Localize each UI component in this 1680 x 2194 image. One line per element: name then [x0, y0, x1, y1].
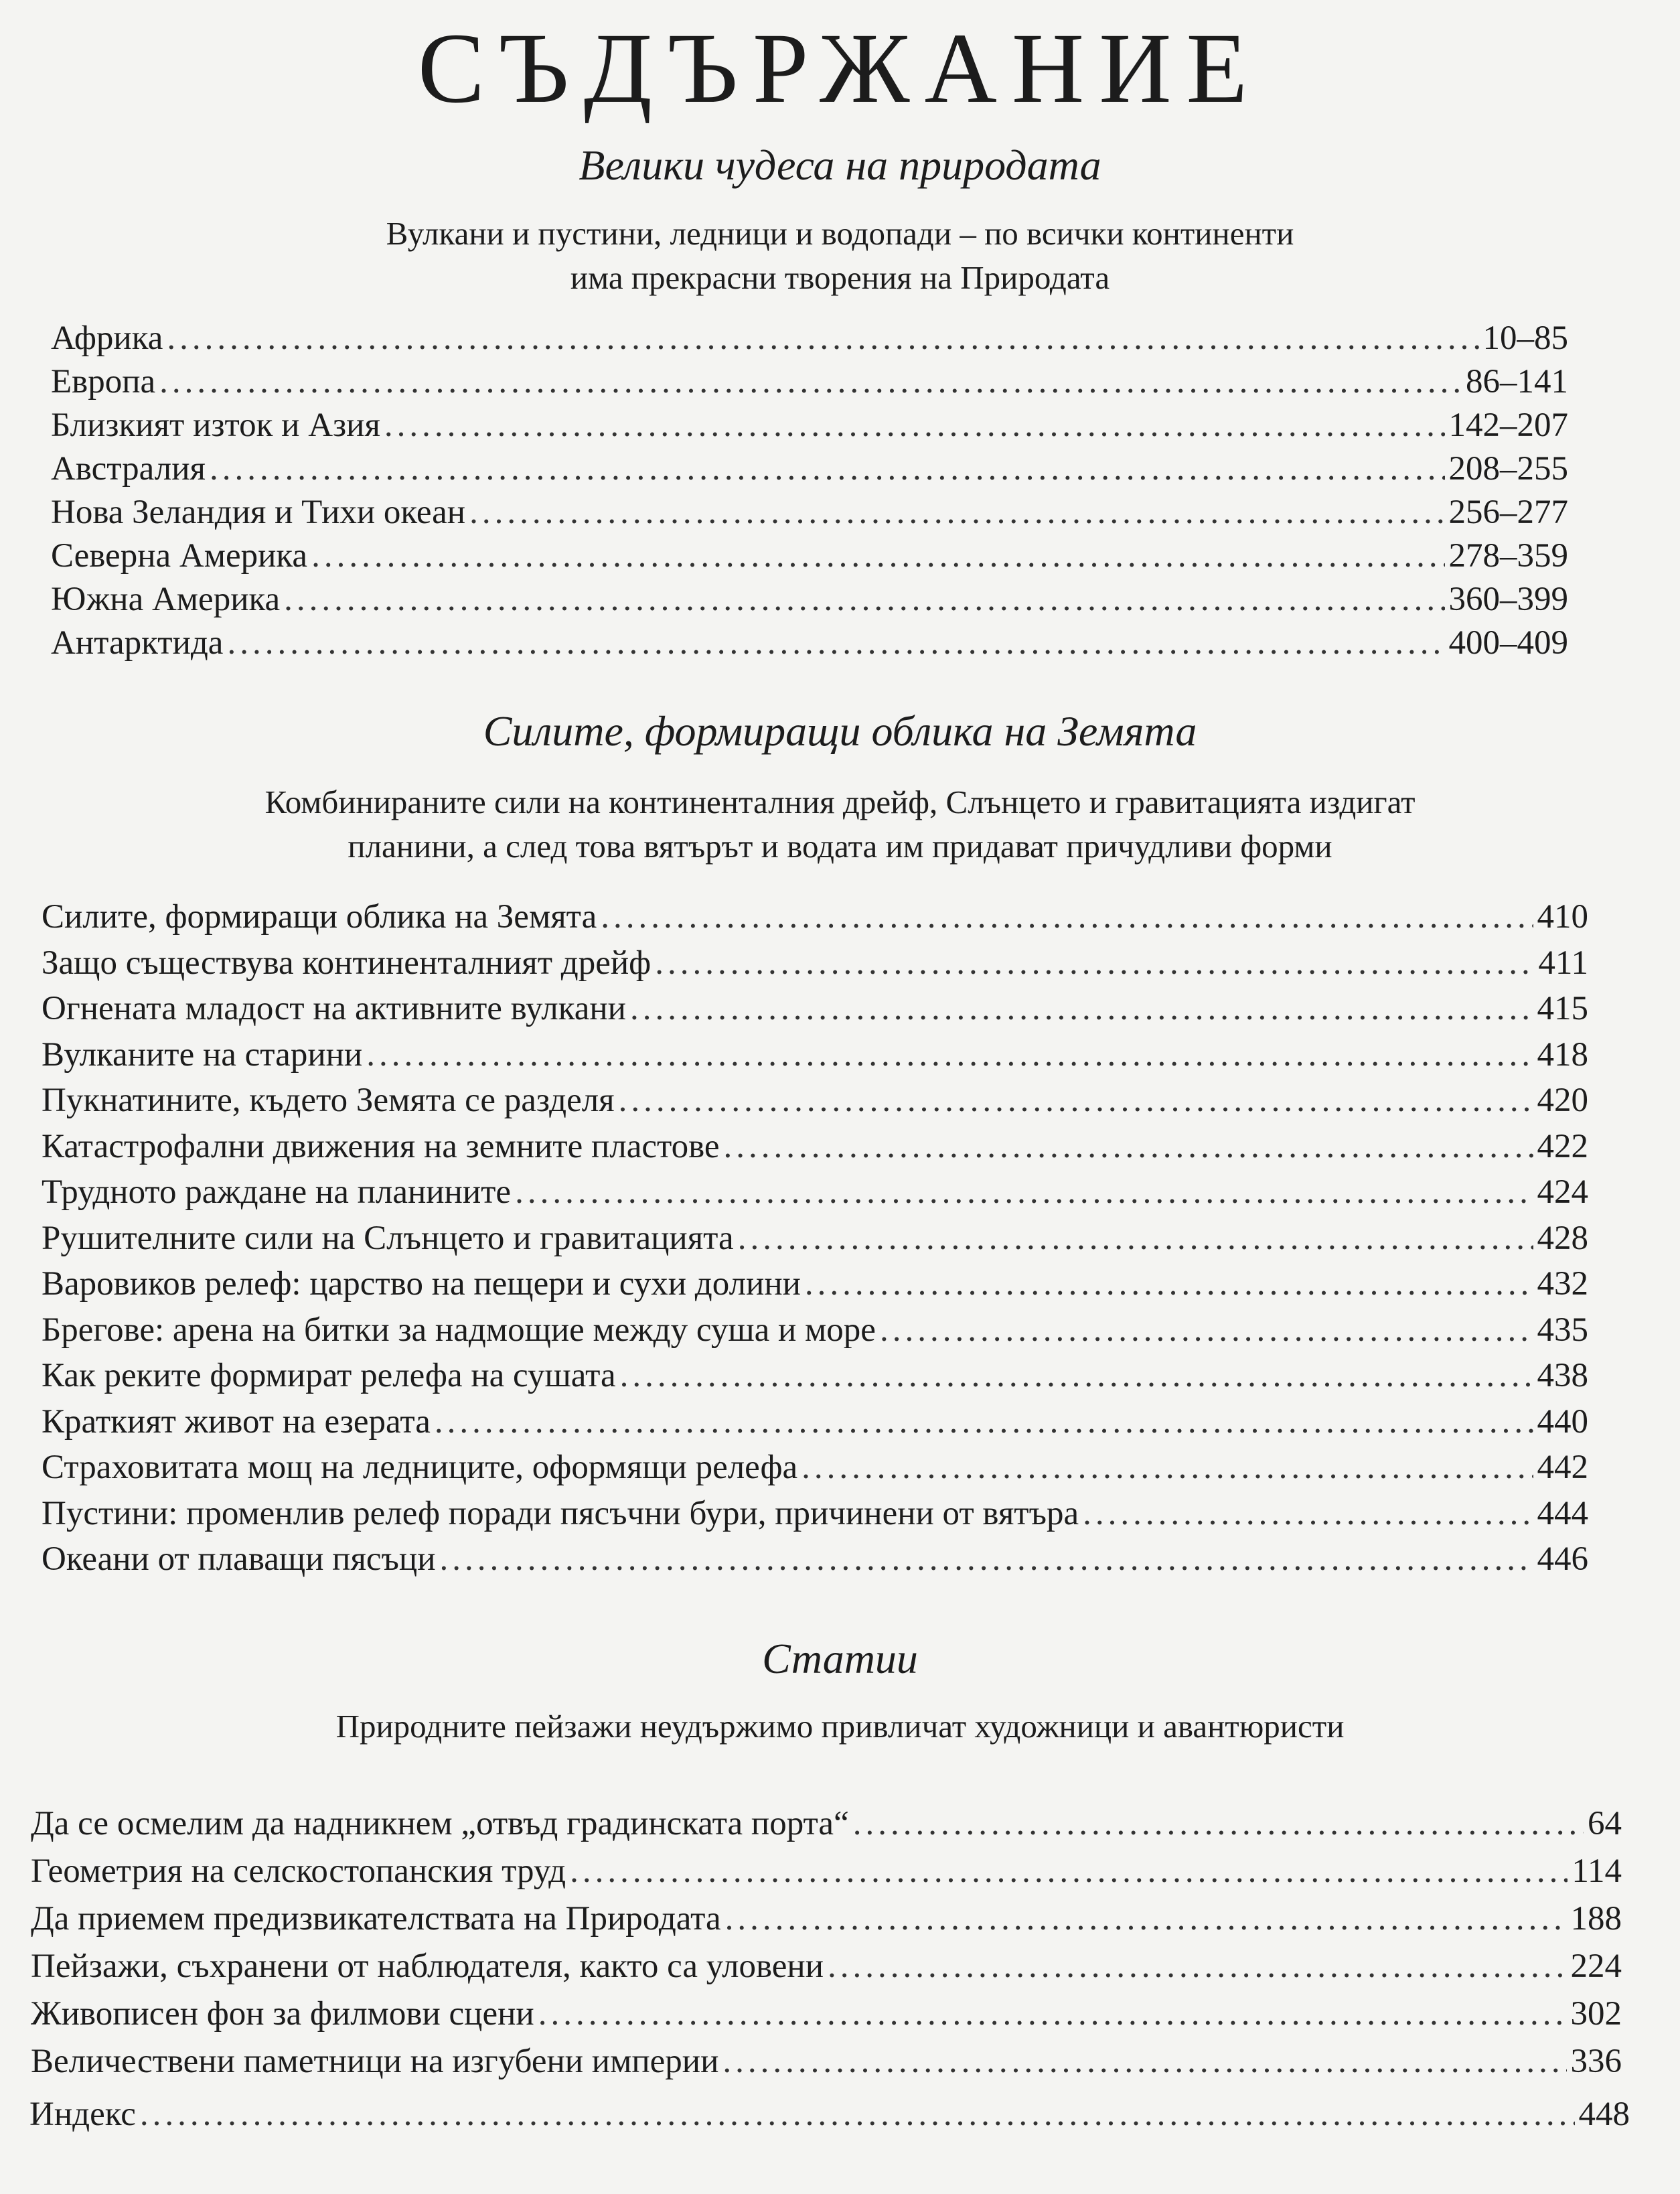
subtitle-line: планини, а след това вятърът и водата им придават причудливи форми — [348, 828, 1332, 865]
toc-entry-label: Пукнатините, където Земята се разделя — [42, 1082, 615, 1119]
toc-entry-label: Рушителните сили на Слънцето и гравитацията — [42, 1219, 734, 1257]
toc-entry[interactable] — [42, 1399, 1588, 1445]
toc-entry[interactable] — [51, 621, 1568, 665]
toc-entry-label: Величествени паметници на изгубени империи — [31, 2043, 719, 2080]
toc-entry-label: Огнената младост на активните вулкани — [42, 990, 626, 1027]
toc-list-index — [29, 2090, 1630, 2140]
toc-leader — [469, 491, 1444, 534]
toc-entry[interactable] — [42, 1491, 1588, 1537]
toc-page-number: 428 — [1537, 1219, 1588, 1257]
toc-page-number: 424 — [1537, 1173, 1588, 1211]
toc-leader — [384, 404, 1445, 447]
toc-page-number: 420 — [1537, 1082, 1588, 1119]
toc-entry-label: Индекс — [29, 2096, 136, 2133]
toc-page-number: 446 — [1537, 1540, 1588, 1578]
toc-leader — [570, 1848, 1568, 1895]
toc-entry-index[interactable] — [29, 2090, 1630, 2140]
toc-page-number: 10–85 — [1482, 319, 1568, 357]
toc-entry-label: Океани от плаващи пясъци — [42, 1540, 436, 1578]
toc-leader — [722, 2038, 1566, 2086]
section-heading-articles: Статии — [762, 1635, 918, 1682]
toc-entry-label: Геометрия на селскостопанския труд — [31, 1852, 566, 1890]
toc-page-number: 256–277 — [1448, 494, 1568, 531]
toc-entry-label: Живописен фон за филмови сцени — [31, 1995, 534, 2033]
toc-leader — [159, 360, 1462, 404]
toc-leader — [284, 578, 1444, 621]
toc-leader — [538, 1990, 1567, 2038]
toc-leader — [366, 1032, 1533, 1078]
toc-leader — [853, 1800, 1584, 1848]
toc-entry[interactable] — [42, 1261, 1588, 1307]
toc-entry[interactable] — [51, 317, 1568, 360]
subtitle-line: Вулкани и пустини, ледници и водопади – по всички континенти — [386, 215, 1294, 252]
subtitle-line: Природните пейзажи неудържимо привличат художници и авантюристи — [335, 1708, 1345, 1745]
toc-page-number: 422 — [1537, 1127, 1588, 1165]
toc-entry[interactable] — [42, 894, 1588, 940]
toc-page-number: 336 — [1570, 2043, 1622, 2080]
toc-entry-label: Европа — [51, 363, 156, 400]
toc-entry[interactable] — [42, 940, 1588, 986]
toc-page-number: 400–409 — [1448, 624, 1568, 662]
toc-entry-label: Варовиков релеф: царство на пещери и сухи долини — [42, 1265, 801, 1303]
toc-entry[interactable] — [31, 1800, 1622, 1848]
toc-entry[interactable] — [51, 404, 1568, 447]
toc-entry[interactable] — [31, 1848, 1622, 1895]
toc-page-number: 360–399 — [1448, 581, 1568, 618]
toc-entry[interactable] — [51, 534, 1568, 578]
toc-page-number: 86–141 — [1466, 363, 1568, 400]
toc-entry[interactable] — [42, 986, 1588, 1032]
toc-entry[interactable] — [42, 1032, 1588, 1078]
toc-page-number: 224 — [1570, 1948, 1622, 1985]
toc-entry[interactable] — [42, 1353, 1588, 1399]
toc-entry-label: Страховитата мощ на ледниците, оформящи релефа — [42, 1449, 798, 1486]
toc-entry-label: Пустини: променлив релеф поради пясъчни бури, причинени от вятъра — [42, 1494, 1079, 1532]
toc-entry[interactable] — [31, 1943, 1622, 1990]
toc-leader — [227, 621, 1444, 665]
toc-leader — [724, 1124, 1533, 1170]
page-title: СЪДЪРЖАНИЕ — [417, 13, 1263, 124]
toc-entry[interactable] — [42, 1078, 1588, 1124]
toc-leader — [801, 1445, 1533, 1491]
toc-entry-label: Северна Америка — [51, 537, 308, 575]
toc-entry-label: Близкият изток и Азия — [51, 407, 380, 444]
toc-entry-label: Антарктида — [51, 624, 224, 662]
toc-page-number: 278–359 — [1448, 537, 1568, 575]
toc-entry[interactable] — [51, 360, 1568, 404]
toc-entry-label: Австралия — [51, 450, 206, 488]
toc-leader — [435, 1399, 1533, 1445]
toc-page-number: 411 — [1538, 944, 1588, 982]
toc-entry-label: Краткият живот на езерата — [42, 1402, 431, 1441]
toc-page-number: 432 — [1537, 1265, 1588, 1303]
toc-leader — [601, 894, 1533, 940]
toc-leader — [440, 1536, 1533, 1583]
toc-page-number: 448 — [1578, 2096, 1630, 2133]
section-heading-earth-forces: Силите, формиращи облика на Земята — [483, 707, 1197, 755]
toc-entry-label: Да се осмелим да надникнем „отвъд градинската порта“ — [31, 1805, 849, 1842]
toc-page-number: 435 — [1537, 1311, 1588, 1349]
toc-leader — [619, 1078, 1533, 1124]
toc-list-earth-forces — [42, 894, 1588, 1583]
section-subtitle-earth-forces — [0, 780, 1680, 869]
toc-entry[interactable] — [42, 1445, 1588, 1491]
section-subtitle-nature-wonders — [0, 212, 1680, 300]
toc-page-number: 208–255 — [1448, 450, 1568, 488]
toc-page-number: 302 — [1570, 1995, 1622, 2033]
toc-leader — [805, 1261, 1533, 1307]
toc-entry-label: Силите, формиращи облика на Земята — [42, 898, 597, 936]
toc-entry-label: Катастрофални движения на земните пластове — [42, 1127, 720, 1165]
toc-entry[interactable] — [42, 1216, 1588, 1262]
toc-page-number: 415 — [1537, 990, 1588, 1027]
toc-entry-label: Трудното раждане на планините — [42, 1173, 512, 1211]
toc-page-number: 438 — [1537, 1357, 1588, 1394]
toc-page-number: 444 — [1537, 1494, 1588, 1532]
toc-entry-label: Пейзажи, съхранени от наблюдателя, както са уловени — [31, 1948, 824, 1985]
toc-entry[interactable] — [31, 1895, 1622, 1943]
toc-entry-label: Защо съществува континенталният дрейф — [42, 944, 652, 982]
toc-leader — [828, 1943, 1567, 1990]
toc-page-number: 440 — [1537, 1402, 1588, 1441]
toc-entry-label: Брегове: арена на битки за надмощие между суша и море — [42, 1311, 876, 1349]
toc-leader — [738, 1216, 1533, 1262]
toc-list-articles — [31, 1800, 1622, 2086]
toc-leader — [655, 940, 1534, 986]
section-subtitle-articles — [0, 1704, 1680, 1749]
toc-entry-label: Как реките формират релефа на сушата — [42, 1357, 616, 1394]
toc-leader — [167, 317, 1478, 360]
subtitle-line: Комбинираните сили на континенталния дрейф, Слънцето и гравитацията издигат — [264, 784, 1416, 820]
toc-entry-label: Африка — [51, 319, 163, 357]
toc-entry-label: Да приемем предизвикателствата на Природата — [31, 1900, 721, 1937]
toc-leader — [515, 1169, 1533, 1216]
toc-leader — [140, 2090, 1575, 2140]
toc-entry[interactable] — [42, 1124, 1588, 1170]
toc-page-number: 442 — [1537, 1449, 1588, 1486]
toc-page-number: 114 — [1572, 1852, 1622, 1890]
toc-entry[interactable] — [42, 1169, 1588, 1216]
toc-leader — [620, 1353, 1533, 1399]
toc-leader — [725, 1895, 1567, 1943]
toc-list-nature-wonders — [51, 317, 1568, 665]
toc-page-number: 64 — [1588, 1805, 1622, 1842]
toc-entry[interactable] — [51, 491, 1568, 534]
toc-page-number: 142–207 — [1448, 407, 1568, 444]
toc-leader — [880, 1307, 1533, 1354]
section-heading-nature-wonders: Велики чудеса на природата — [579, 141, 1101, 189]
toc-entry[interactable] — [31, 1990, 1622, 2038]
toc-leader — [630, 986, 1533, 1032]
toc-entry[interactable] — [42, 1307, 1588, 1354]
toc-page-number: 188 — [1570, 1900, 1622, 1937]
toc-page-number: 410 — [1537, 898, 1588, 936]
toc-entry[interactable] — [51, 578, 1568, 621]
toc-leader — [311, 534, 1444, 578]
toc-entry-label: Нова Зеландия и Тихи океан — [51, 494, 466, 531]
subtitle-line: има прекрасни творения на Природата — [570, 259, 1110, 296]
toc-entry[interactable] — [42, 1536, 1588, 1583]
toc-entry[interactable] — [51, 447, 1568, 491]
toc-entry-label: Вулканите на старини — [42, 1035, 363, 1074]
toc-entry[interactable] — [31, 2038, 1622, 2086]
toc-page-number: 418 — [1537, 1035, 1588, 1074]
toc-leader — [210, 447, 1445, 491]
toc-leader — [1083, 1491, 1533, 1537]
toc-entry-label: Южна Америка — [51, 581, 281, 618]
